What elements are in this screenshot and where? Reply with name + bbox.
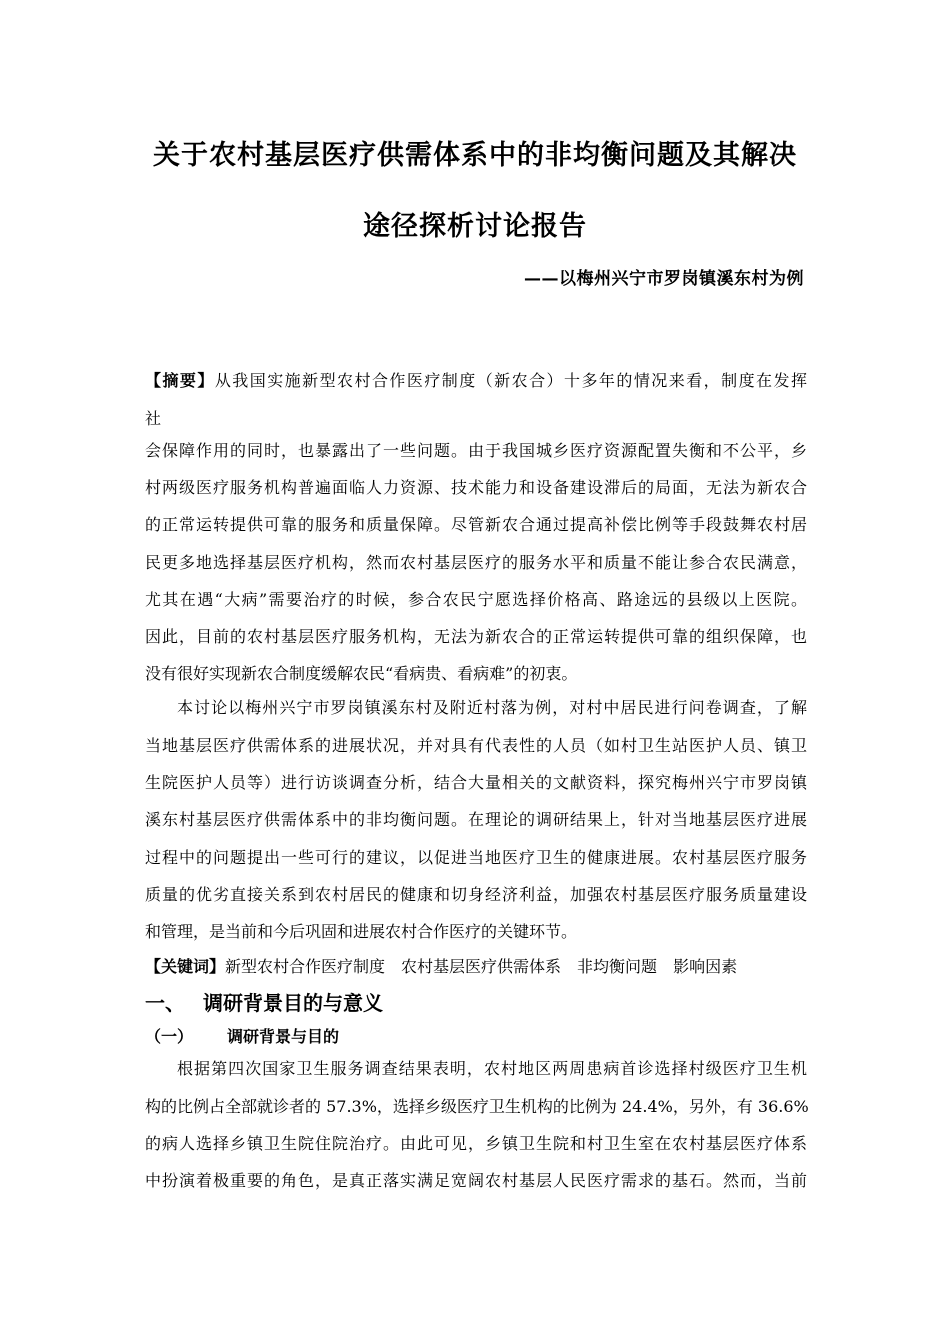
keyword-item: 非均衡问题 [577,957,658,976]
document-title-line-2: 途径探析讨论报告 [363,211,587,242]
abstract-line: 没有很好实现新农合制度缓解农民“看病贵、看病难”的初衷。 [145,664,578,683]
abstract-label: 【摘要】 [145,371,215,390]
body-line: 根据第四次国家卫生服务调查结果表明，农村地区两周患病首诊选择村级医疗卫生机 [177,1059,807,1078]
abstract-line: 因此，目前的农村基层医疗服务机构，无法为新农合的正常运转提供可靠的组织保障，也 [145,627,807,646]
section-title: 调研背景目的与意义 [203,991,383,1015]
section-number: 一、 [145,991,185,1015]
abstract-para2-line: 过程中的问题提出一些可行的建议，以促进当地医疗卫生的健康进展。农村基层医疗服务 [145,848,807,867]
abstract-line: 会保障作用的同时，也暴露出了一些问题。由于我国城乡医疗资源配置失衡和不公平，乡 [145,441,807,460]
abstract-first-line [145,371,807,391]
body-line: 中扮演着极重要的角色，是真正落实满足宽阔农村基层人民医疗需求的基石。然而，当前 [145,1171,807,1190]
keyword-item: 新型农村合作医疗制度 [225,957,386,976]
keywords-label: 【关键词】 [145,957,226,976]
document-subtitle: ——以梅州兴宁市罗岗镇溪东村为例 [524,269,804,289]
abstract-para2-line: 当地基层医疗供需体系的进展状况，并对具有代表性的人员（如村卫生站医护人员、镇卫 [145,736,807,755]
subsection-title: 调研背景与目的 [227,1027,340,1046]
section-heading-1 [145,987,383,1016]
abstract-first-text: 从我国实施新型农村合作医疗制度（新农合）十多年的情况来看，制度在发挥 [214,371,807,390]
keyword-item: 农村基层医疗供需体系 [401,957,562,976]
body-line: 构的比例占全部就诊者的 57.3%，选择乡级医疗卫生机构的比例为 24.4%，另外，有 36.6% [145,1097,809,1116]
keyword-item: 影响因素 [673,957,738,976]
abstract-para2-line: 溪东村基层医疗供需体系中的非均衡问题。在理论的调研结果上，针对当地基层医疗进展 [145,810,807,829]
abstract-para2-line: 质量的优劣直接关系到农村居民的健康和切身经济利益，加强农村基层医疗服务质量建设 [145,885,807,904]
document-title-line-1: 关于农村基层医疗供需体系中的非均衡问题及其解决 [153,140,797,171]
subsection-heading-1-1 [145,1024,339,1047]
abstract-para2-line: 生院医护人员等）进行访谈调查分析，结合大量相关的文献资料，探究梅州兴宁市罗岗镇 [145,773,807,792]
body-line: 的病人选择乡镇卫生院住院治疗。由此可见，乡镇卫生院和村卫生室在农村基层医疗体系 [145,1134,807,1153]
abstract-para2-line: 本讨论以梅州兴宁市罗岗镇溪东村及附近村落为例，对村中居民进行问卷调查，了解 [177,698,807,717]
abstract-line: 村两级医疗服务机构普遍面临人力资源、技术能力和设备建设滞后的局面，无法为新农合 [145,478,807,497]
abstract-para2-line: 和管理，是当前和今后巩固和进展农村合作医疗的关键环节。 [145,922,578,941]
subsection-number: （一） [145,1027,194,1046]
abstract-line: 的正常运转提供可靠的服务和质量保障。尽管新农合通过提高补偿比例等手段鼓舞农村居 [145,515,807,534]
abstract-line: 社 [145,409,162,428]
keywords-line [145,957,807,977]
abstract-line: 尤其在遇“大病”需要治疗的时候，参合农民宁愿选择价格高、路途远的县级以上医院。 [145,590,807,609]
abstract-line: 民更多地选择基层医疗机构，然而农村基层医疗的服务水平和质量不能让参合农民满意， [145,553,807,572]
